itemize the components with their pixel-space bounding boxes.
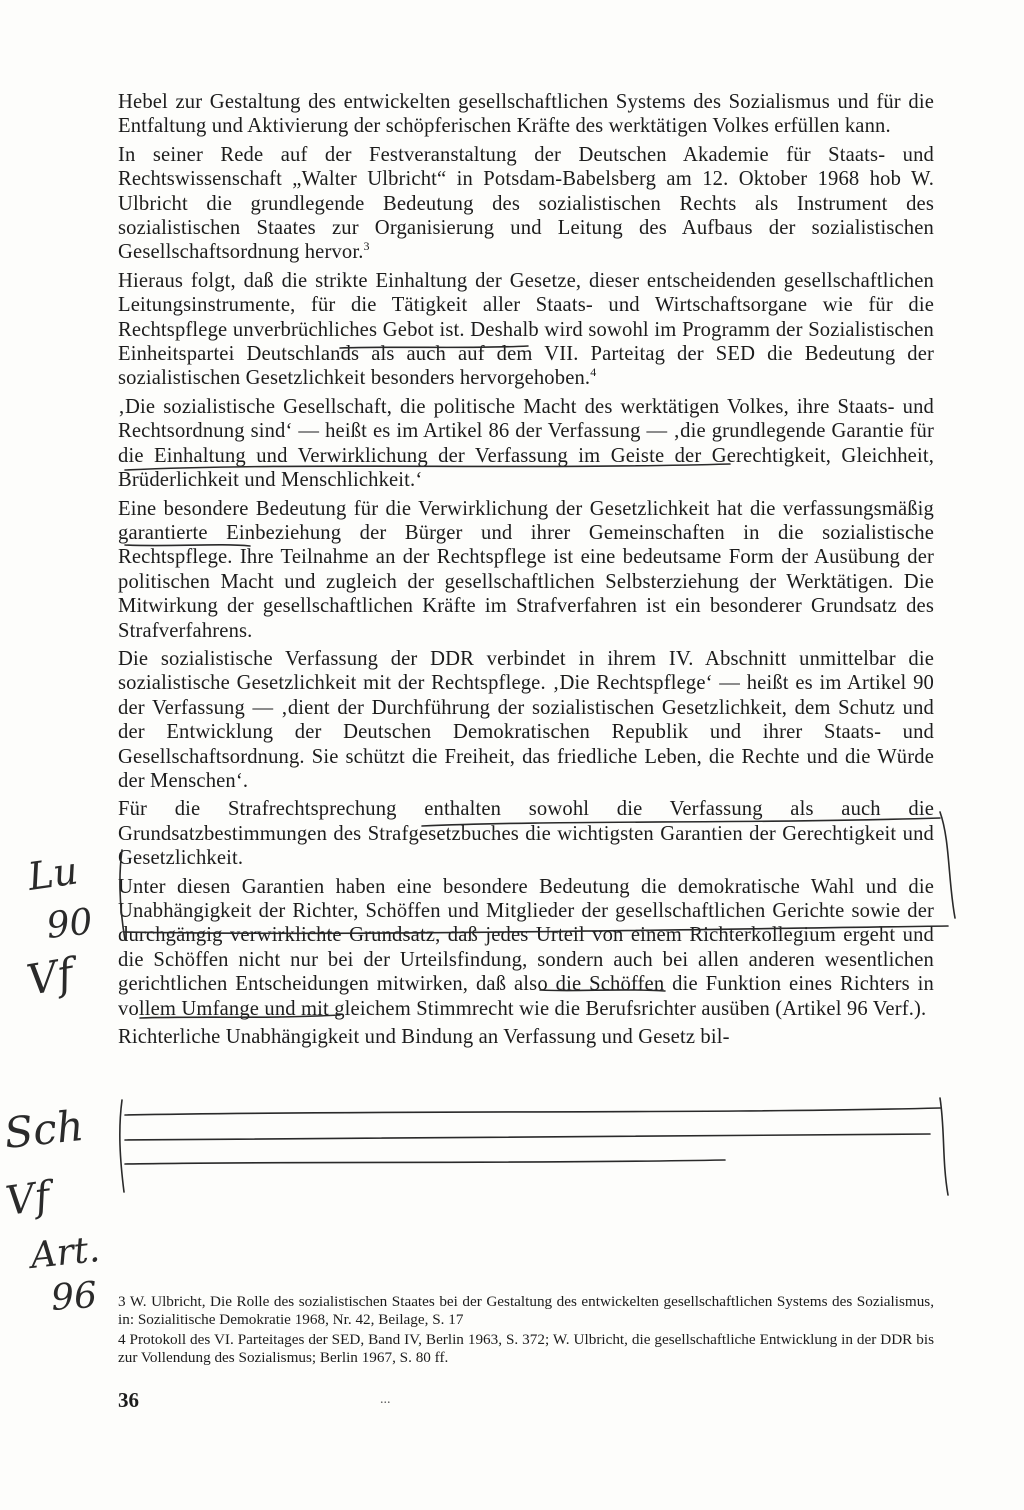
art96-right-bracket (940, 1098, 948, 1195)
paragraph-8: Unter diesen Garantien haben eine besondere Bedeutung die demokratische Wahl und die Unabhängigkeit der Richter, Schöffen und Mitglieder der gesellschaftlichen Gerichte sowie der durchgängig verwirklichte Grundsatz, daß jedes Urteil von einem Richterkollegium ergeht und die Schöffen nicht nur bei der Urteilsfindung, sondern auch bei allen anderen wesentlichen gerichtlichen Entscheidungen mitwirken, daß also die Schöffen die Funktion eines Richters in vollem Umfange und mit gleichem Stimmrecht wie die Berufsrichter ausüben (Artikel 96 Verf.). (118, 875, 934, 1020)
margin-note-2-line-3: Art. (28, 1228, 102, 1277)
underline-schoeffen (125, 1134, 930, 1140)
margin-note-1-line-1: Lu (25, 848, 81, 899)
stray-mark: ... (380, 1392, 391, 1407)
page-number: 36 (118, 1388, 139, 1412)
paragraph-3: Hieraus folgt, daß die strikte Einhaltung der Gesetze, dieser entscheidenden gesellschaftlichen Leitungsinstrumente, für die Tätigkeit aller Staats- und Wirtschaftsorgane wie für die Rechtspflege unverbrüchliches Gebot ist. Deshalb wird sowohl im Programm der Sozialistischen Einheitspartei Deutschlands als auch auf dem VII. Parteitag der SED die Bedeutung der sozialistischen Gesetzlichkeit besonders hervorgehoben.$^4$ (118, 269, 934, 390)
footnote-4: 4 Protokoll des VI. Parteitages der SED, Band IV, Berlin 1963, S. 372; W. Ulbricht, die gesellschaftliche Entwicklung in der DDR bis zur Vollendung des Sozialismus; Berlin 1967, S. 80 ff. (118, 1331, 934, 1366)
margin-note-1-line-3: Vf (23, 948, 77, 1005)
footnote-ref-3: 3 (363, 239, 370, 254)
paragraph-2: In seiner Rede auf der Festveranstaltung der Deutschen Akademie für Staats- und Rechtswissenschaft „Walter Ulbricht“ in Potsdam-Babelsberg am 12. Oktober 1968 hob W. Ulbricht die grundlegende Bedeutung des sozialistischen Rechts als Instrument des sozialistischen Staates zur Organisierung und Leitung des Aufbaus der sozialistischen Gesellschaftsordnung hervor.$^3$ (118, 143, 934, 264)
margin-note-1-line-2: 90 (44, 901, 95, 947)
paragraph-4-quote-art-86: ‚Die sozialistische Gesellschaft, die politische Macht des werktätigen Volkes, ihre Staats- und Rechtsordnung sind‘ — heißt es im Artikel 86 der Verfassung — ‚die grundlegende Garantie für die Einhaltung und Verwirklichung der Verfassung im Geiste der Gerechtigkeit, Gleichheit, Brüderlichkeit und Menschlichkeit.‘ (118, 395, 934, 492)
margin-note-art-96 (2, 1101, 102, 1319)
paragraph-5: Eine besondere Bedeutung für die Verwirklichung der Gesetzlichkeit hat die verfassungsmäßig garantierte Einbeziehung der Bürger und ihrer Gemeinschaften in die sozialistische Rechtspflege. Ihre Teilnahme an der Rechtspflege ist eine bedeutsame Form der Ausübung der politischen Macht und zugleich der gesellschaftlichen Selbsterziehung der Werktätigen. Die Mitwirkung der gesellschaftlichen Kräfte im Strafverfahren ist ein besonderer Grundsatz des Strafverfahrens. (118, 497, 934, 642)
underline-wesentlichen (125, 1160, 725, 1164)
footnotes (118, 1293, 934, 1367)
art96-left-bracket (120, 1100, 124, 1192)
margin-note-2-line-2: Vf (2, 1173, 53, 1225)
underline-grundsatz (125, 1108, 940, 1115)
footnote-3: 3 W. Ulbricht, Die Rolle des sozialistischen Staates bei der Gestaltung des entwickelten gesellschaftlichen Systems des Sozialismus, in: Sozialitische Demokratie 1968, Nr. 42, Beilage, S. 17 (118, 1293, 934, 1328)
paragraph-1: Hebel zur Gestaltung des entwickelten gesellschaftlichen Systems des Sozialismus und für die Entfaltung und Aktivierung der schöpferischen Kräfte des werktätigen Volkes erfüllen kann. (118, 91, 934, 138)
paragraph-9: Richterliche Unabhängigkeit und Bindung an Verfassung und Gesetz bil- (118, 1026, 730, 1049)
paragraph-7: Für die Strafrechtsprechung enthalten sowohl die Verfassung als auch die Grundsatzbestimmungen des Strafgesetzbuches die wichtigsten Garantien der Gerechtigkeit und Gesetzlichkeit. (118, 798, 934, 870)
margin-note-2-line-1: Sch (1, 1100, 86, 1158)
body-text (118, 90, 934, 1049)
paragraph-6-quote-art-90: Die sozialistische Verfassung der DDR verbindet in ihrem IV. Abschnitt unmittelbar die sozialistische Gesetzlichkeit mit der Rechtspflege. ‚Die Rechtspflege‘ — heißt es im Artikel 90 der Verfassung — ‚dient der Durchführung der sozialistischen Gesetzlichkeit, dem Schutz und der Entwicklung der Deutschen Demokratischen Republik und ihrer Staats- und Gesellschaftsordnung. Sie schützt die Freiheit, das friedliche Leben, die Rechte und die Würde der Menschen‘. (118, 647, 934, 792)
footnote-ref-4: 4 (590, 365, 597, 380)
margin-note-2-line-4: 96 (49, 1274, 99, 1319)
art90-right-bracket (940, 812, 955, 918)
margin-note-art-90 (23, 848, 94, 1004)
